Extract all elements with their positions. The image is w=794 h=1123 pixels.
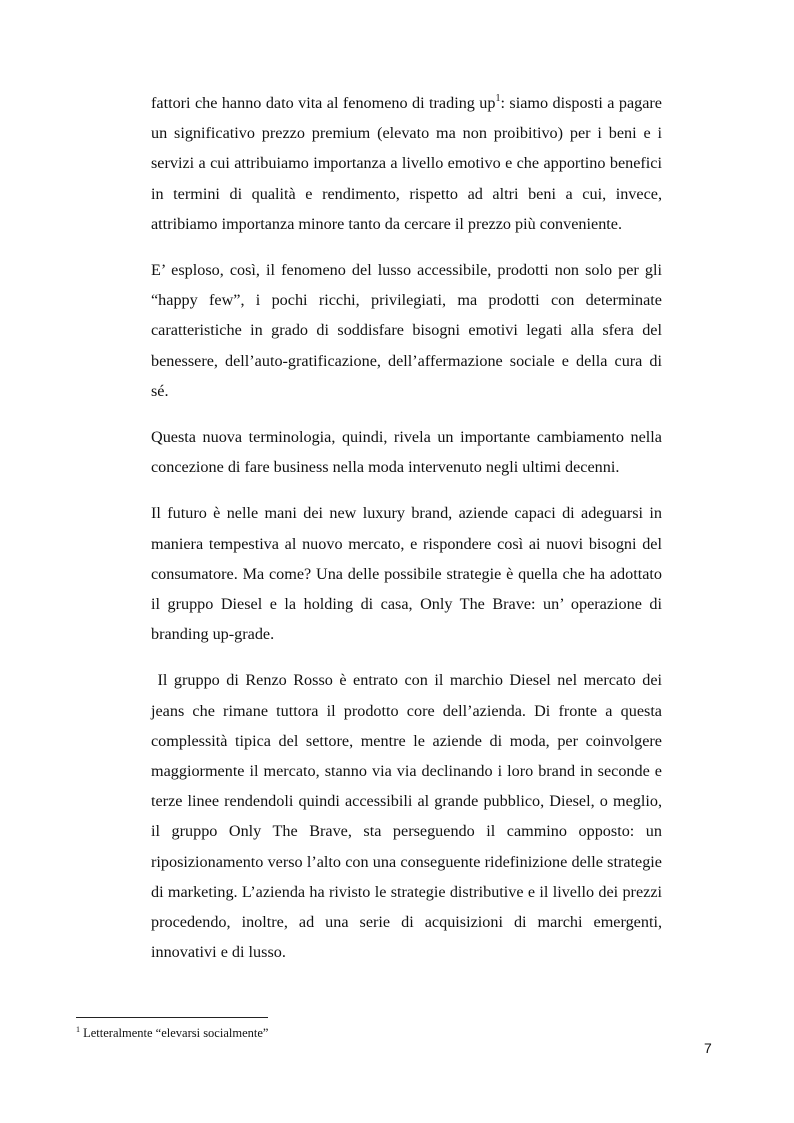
- paragraph-trading-up: [151, 88, 662, 239]
- footnote-number: 1: [76, 1025, 80, 1034]
- paragraph-text: : siamo disposti a pagare un significativo prezzo premium (elevato ma non proibitivo) per i beni e i servizi a cui attribuiamo importanza a livello emotivo e che apportino benefici in termini di qualità e rendimento, rispetto ad altri beni a cui, invece, attribiamo importanza minore tanto da cercare il prezzo più conveniente.: [151, 94, 662, 233]
- footnote-text: Letteralmente “elevarsi socialmente”: [80, 1026, 269, 1041]
- footnote-reference: 1: [495, 92, 501, 104]
- footnote: [76, 1022, 268, 1041]
- page-number: 7: [704, 1040, 712, 1056]
- footnote-divider: [76, 1017, 268, 1018]
- paragraph-terminologia: Questa nuova terminologia, quindi, rivela un importante cambiamento nella concezione di fare business nella moda intervenuto negli ultimi decenni.: [151, 428, 662, 477]
- paragraph-new-luxury: Il futuro è nelle mani dei new luxury brand, aziende capaci di adeguarsi in maniera tempestiva al nuovo mercato, e rispondere così ai nuovi bisogni del consumatore. Ma come? Una delle possibile strategie è quella che ha adottato il gruppo Diesel e la holding di casa, Only The Brave: un’ operazione di branding up-grade.: [151, 504, 662, 644]
- paragraph-renzo-rosso: Il gruppo di Renzo Rosso è entrato con il marchio Diesel nel mercato dei jeans che rimane tuttora il prodotto core dell’azienda. Di fronte a questa complessità tipica del settore, mentre le aziende di moda, per coinvolgere maggiormente il mercato, stanno via via declinando i loro brand in seconde e terze linee rendendoli quindi accessibili al grande pubblico, Diesel, o meglio, il gruppo Only The Brave, sta perseguendo il cammino opposto: un riposizionamento verso l’alto con una conseguente ridefinizione delle strategie di marketing. L’azienda ha rivisto le strategie distributive e il livello dei prezzi procedendo, inoltre, ad una serie di acquisizioni di marchi emergenti, innovativi e di lusso.: [151, 671, 663, 962]
- paragraph-lusso-accessibile: E’ esploso, così, il fenomeno del lusso accessibile, prodotti non solo per gli “happy few”, i pochi ricchi, privilegiati, ma prodotti con determinate caratteristiche in grado di soddisfare bisogni emotivi legati alla sfera del benessere, dell’auto-gratificazione, dell’affermazione sociale e della cura di sé.: [151, 261, 662, 400]
- body-text: [151, 88, 662, 983]
- paragraph-text: fattori che hanno dato vita al fenomeno di trading up: [151, 94, 496, 112]
